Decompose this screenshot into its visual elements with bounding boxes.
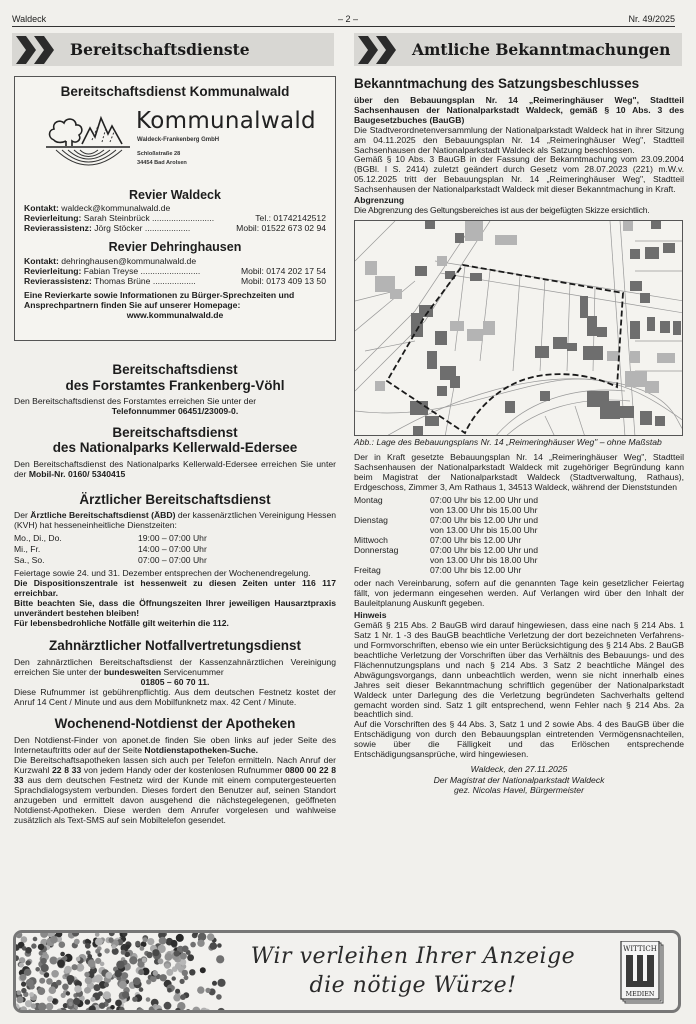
signature-block [354,764,684,795]
peppercorn [37,987,45,995]
peppercorn [104,982,109,987]
peppercorn [72,964,78,970]
peppercorn [104,948,109,953]
office-hours [354,496,684,576]
peppercorn [66,991,70,995]
peppercorn [216,994,222,1000]
schedule-time: 19:00 – 07:00 Uhr [138,533,207,544]
peppercorn [46,1003,54,1011]
peppercorn [182,946,189,953]
peppercorn [200,967,206,973]
title-line: des Forstamtes Frankenberg-Vöhl [65,377,285,393]
zahnaerztlich-section [14,638,336,707]
text: Servicenummer [163,666,224,677]
weekday: Freitag [354,564,381,575]
abgrenzung-text: Die Abgrenzung des Geltungsbereiches ist aus der beigefügten Skizze ersichtlich. [354,205,650,216]
banner-title: Bereitschaftsdienste [70,39,250,59]
peppercorn [190,942,196,948]
peppercorn [57,960,65,968]
notfall-text: Für lebensbedrohliche Notfälle gilt weiterhin die 112. [14,618,229,629]
text-bold: Ärztliche Bereitschaftsdienst (ÄBD) [30,510,176,521]
forstamt-phone: Telefonnummer 06451/23009-0. [111,406,239,416]
peppercorn [40,933,48,938]
address-street: Schloßstraße 28 [137,150,181,157]
zahnaerztlich-text [14,658,336,678]
peppercorn [180,953,187,960]
peppercorn [172,976,176,980]
bekanntmachung-p2: Gemäß § 10 Abs. 3 BauGB in der Fassung der Bekanntmachung vom 23.09.2004 (BGBl. I S. 2414) zuletzt geändert durch Gesetz vom 28.07.2023 (221) m.W.v. 05.12.2025 tritt der Bebauungsplan Nr. 14 „Reimeringhäuser Weg", Stadtteil Sachsenhausen der Nationalparkstadt Waldeck mit dieser Bekanntmachung in Kraft. [354,154,684,195]
peppercorn [73,998,80,1005]
schedule-days: Mi., Fr. [14,544,41,555]
schedule-days: Mo., Di., Do. [14,533,62,544]
section-banner-amtliche-bekanntmachungen [354,33,682,66]
peppercorn [74,939,80,945]
text: Die Bereitschaftsapotheken lassen sich auch per Telefon ermitteln. Nach Anruf der Kurzwahl [14,754,336,775]
peppercorn [122,991,129,998]
address-city: 34454 Bad Arolsen [137,159,187,166]
contact-row [24,224,326,234]
advertisement-banner[interactable] [13,930,681,1013]
bekanntmachung-subtitle: über den Bebauungsplan Nr. 14 „Reimeringhäuser Weg", Stadtteil Sachsenhausen der Nationalparkstadt Waldeck, gemäß § 10 Abs. 3 des Baugesetzbuches (BauGB) [354,94,684,125]
peppercorn [21,988,26,993]
peppercorn [25,947,32,954]
peppercorn [41,958,47,964]
peppercorn [160,974,167,981]
peppercorn [31,1003,36,1008]
phone: Tel.: 01742142512 [255,213,326,224]
header-town: Waldeck [12,14,47,24]
peppercorn [85,943,91,949]
peppercorn [84,987,91,994]
text: der kassenärztlichen Vereinigung Hessen (KVH) hat hesseneinheitliche Dienstzeiten: [14,510,337,531]
logo-bottom-text: MEDIEN [625,991,655,998]
peppercorn [166,969,173,976]
wittich-medien-logo [620,941,666,1005]
peppercorn [90,997,95,1002]
apotheken-section [14,716,336,825]
person-name: Fabian Treyse ......................... [83,265,201,276]
hours: von 13.00 Uhr bis 18.00 Uhr [430,554,538,565]
phone: Mobil-Nr. 0160/ 5340415 [28,468,126,479]
peppercorn [173,994,181,1002]
text-bold: 22 8 33 [52,764,82,775]
peppercorn [165,963,171,969]
peppercorn [39,978,45,984]
peppercorn [182,970,188,976]
title-line: des Nationalparks Kellerwald-Edersee [52,440,298,456]
text: Den Bereitschaftsdienst des Nationalparks Kellerwald-Edersee erreichen Sie unter der [14,459,336,479]
peppercorn [132,997,137,1002]
hours: 07:00 Uhr bis 12.00 Uhr und [430,544,538,555]
peppercorn [180,994,186,1000]
peppercorn [129,956,137,964]
hours: 07:00 Uhr bis 12.00 Uhr [430,564,522,575]
person-name: Jörg Stöcker ................... [94,223,191,234]
apotheken-p1 [14,736,336,756]
peppercorn [76,957,81,962]
peppercorn [29,992,34,997]
schedule-time: 07:00 – 07:00 Uhr [138,555,207,566]
peppercorn [16,955,19,961]
peppercorn [59,941,66,948]
peppercorn [139,987,144,992]
text: Den Notdienst-Finder von aponet.de finden Sie oben links auf jeder Seite des Internetauftritts oder auf der Seite [14,734,336,755]
label: Revierassistenz: [24,223,92,234]
contact-row [24,277,326,287]
logo-subtitle: Waldeck-Frankenberg GmbH [137,136,220,143]
weekday: Dienstag [354,515,388,526]
logo-name: Kommunalwald [136,107,316,134]
nationalpark-title [14,425,336,456]
peppercorn [27,1009,32,1013]
left-column [14,76,336,826]
bekanntmachung-title: Bekanntmachung des Satzungsbeschlusses [354,76,640,91]
peppercorn [20,1006,27,1013]
hours: 07:00 Uhr bis 12.00 Uhr [430,535,522,545]
hinweis-p1: Gemäß § 215 Abs. 2 BauGB wird darauf hingewiesen, dass eine nach § 214 Abs. 1 Satz 1 Nr. 1 -3 des BauGB beachtliche Verletzung der dort bezeichneten Verfahrens- und Formvorschriften, ebenso wie ein unter Berücksichtigung des § 214 Abs. 2 BauGB beachtliche Verletzung der Vorschriften über das Verhältnis des Bebauungs- und des Flächennutzungsplans und nach § 214 Abs. 3 Satz 2 beachtliche Mängel des Abwägungsvorgangs, dann unbeachtlich werden, wenn sie nicht innerhalb eines Jahres seit dieser Bekanntmachung schriftlich gegenüber der Nationalparkstadt Waldeck unter Darlegung des die Verletzung begründeten Sachverhalts geltend gemacht worden sind. Satz 1 gilt entsprechend, wenn Fehler nach § 214 Abs. 2a beachtlich sind. [354,619,684,720]
label: Revierassistenz: [24,275,92,286]
info-line: Eine Revierkarte sowie Informationen zu Bürger-Sprechzeiten und [24,290,295,301]
feiertage-text: Feiertage sowie 24. und 31. Dezember entsprechen der Wochenendregelung. [14,568,311,579]
hausarzt-text: Bitte beachten Sie, dass die Öffnungszeiten Ihrer jeweiligen Hausarztpraxis unverändert bestehen bleiben! [14,598,336,619]
text-bold: bundesweiten [103,666,162,677]
info-line: Ansprechpartnern finden Sie auf unserer Homepage: [24,300,241,311]
peppercorn [88,959,96,967]
text: von jedem Handy oder der kostenlosen Rufnummer [83,764,283,775]
aerztlich-intro [14,511,336,531]
peppercorn [116,961,124,969]
hours: 07:00 Uhr bis 12.00 Uhr und [430,495,538,506]
label: Revierleitung: [24,213,82,224]
peppercorn [180,979,185,984]
peppercorn [109,938,114,943]
peppercorn [135,941,140,946]
peppercorn [216,955,224,963]
hinweis-p2: Auf die Vorschriften des § 44 Abs. 3, Satz 1 und 2 sowie Abs. 4 des BauGB über die Entschädigung von durch den Bebauungsplan eintretenden Vermögensnachteilen, sowie über die Fälligkeit und das Erlöschen entsprechende Entschädigungsansprüche, wird hingewiesen. [354,719,684,760]
peppercorn [85,999,91,1005]
peppercorn [197,940,204,947]
zahnaerztlich-cost: Diese Rufnummer ist gebührenpflichtig. Aus dem deutschen Festnetz kostet der Anruf 14 Cent / Minute und aus dem Mobilfunknetz max. 42 Cent / Minute. [14,686,336,707]
peppercorn [165,953,173,961]
peppercorn [174,950,180,956]
peppercorn [164,1002,172,1010]
site-plan-map [354,220,683,436]
nationalpark-section [14,425,336,480]
peppercorn [217,979,225,987]
weekday: Mittwoch [354,535,388,545]
abgrenzung-title: Abgrenzung [354,195,405,206]
revier-waldeck-title: Revier Waldeck [129,187,221,202]
slogan-line: Wir verleihen Ihrer Anzeige [250,944,576,969]
peppercorn [33,937,38,942]
peppercorn [99,1003,105,1009]
header-page-number: – 2 – [338,14,359,24]
page-header [12,13,675,27]
peppercorn [112,948,119,955]
peppercorn [50,957,58,965]
peppercorn [115,1000,122,1007]
logo-address [137,150,187,168]
phone: Mobil: 0173 409 13 50 [240,275,326,286]
peppercorn [192,1007,200,1013]
text: Der [14,510,28,521]
email-link[interactable]: dehringhausen@kommunalwald.de [61,255,197,266]
peppercorn [50,936,58,944]
bekanntmachung-p1: Die Stadtverordnetenversammlung der Nationalparkstadt Waldeck hat in ihrer Sitzung am 04.11.2025 den Bebauungsplan Nr. 14 „Reimeringhäuser Weg", Stadtteil Sachsenhausen der Nationalparkstadt Waldeck als Satzung beschlossen. [354,124,684,155]
text-bold: Notdienstapotheken-Suche. [144,744,259,755]
peppercorn [175,989,180,994]
peppercorn [68,1002,73,1007]
peppercorn [121,972,128,979]
banner-title: Amtliche Bekanntmachungen [412,39,671,59]
peppercorn [84,972,89,977]
peppercorn [60,952,65,957]
map-sketch [355,221,683,436]
sign-date: Waldeck, den 27.11.2025 [470,764,568,775]
peppercorn [38,944,44,950]
peppercorn [21,982,26,987]
peppercorns-image [16,933,226,1013]
peppercorn [26,960,31,965]
peppercorn [19,963,24,968]
kommunalwald-title: Bereitschaftsdienst Kommunalwald [60,84,290,99]
sign-name: gez. Nicolas Havel, Bürgermeister [454,784,584,795]
peppercorn [152,949,159,956]
peppercorn [217,943,222,948]
phone: Mobil: 0174 202 17 54 [240,265,326,276]
peppercorn [141,1010,146,1013]
peppercorn [35,967,40,972]
nationalpark-text [14,460,336,480]
revier-dehringhausen-title: Revier Dehringhausen [108,240,242,255]
peppercorn [143,937,148,942]
peppercorn [119,981,127,989]
peppercorn [142,958,147,963]
peppercorn [74,985,82,993]
email-link[interactable]: waldeck@kommunalwald.de [61,203,171,214]
peppercorn [63,956,68,961]
peppercorn [155,1005,162,1012]
peppercorn [171,940,178,947]
peppercorn [200,1008,208,1013]
label: Kontakt: [24,255,59,266]
aerztlich-schedule [14,534,336,566]
header-issue: Nr. 49/2025 [628,14,675,24]
peppercorn [133,977,141,985]
schedule-days: Sa., So. [14,555,45,566]
peppercorn [62,984,69,991]
peppercorn [140,946,145,951]
peppercorn [137,1007,143,1013]
peppercorn [207,933,214,940]
peppercorn [95,949,100,954]
phone: 01805 – 60 70 11 [140,676,208,687]
peppercorn [105,972,112,979]
peppercorn [146,997,151,1002]
peppercorn [153,971,158,976]
peppercorn [185,1009,191,1013]
peppercorn [100,962,105,967]
zahnaerztlich-title: Zahnärztlicher Notfallvertretungsdienst [48,638,302,654]
aerztlich-section [14,492,336,629]
peppercorn [205,988,210,993]
homepage-link[interactable]: www.kommunalwald.de [126,310,224,321]
peppercorn [119,1007,125,1013]
schedule-time: 14:00 – 07:00 Uhr [138,544,207,555]
forstamt-title [14,362,336,393]
peppercorn [184,975,189,980]
zahnaerztlich-phone: 01805 – 60 70 11. [140,676,210,687]
bekanntmachung-p3: Der in Kraft gesetzte Bebauungsplan Nr. 14 „Reimeringhäuser Weg", Stadtteil Sachsenhausen der Nationalparkstadt Waldeck mit zugehöriger Begründung kann beim Magistrat der Nationalparkstadt Waldeck (Stadtverwaltung, Rathaus), Erdgeschoss, Zimmer 3, Am Rathaus 1, 34513 Waldeck, während der Dienststunden [354,452,684,493]
peppercorn [17,990,22,995]
hinweis-title: Hinweis [354,609,387,620]
peppercorn [95,938,103,946]
section-banner-bereitschaftsdienste [12,33,334,66]
double-chevron-icon [356,36,402,64]
weekday: Donnerstag [354,544,399,555]
peppercorn [26,979,34,987]
peppercorn [46,978,53,985]
peppercorn [147,938,154,945]
forstamt-section [14,362,336,417]
apotheken-p2 [14,756,336,826]
logo-top-text: WITTICH [623,945,657,953]
sign-org: Der Magistrat der Nationalparkstadt Waldeck [433,774,605,785]
peppercorn [49,986,57,994]
peppercorn [67,975,75,983]
peppercorn [87,954,92,959]
map-caption: Abb.: Lage des Bebauungsplans Nr. 14 „Reimeringhäuser Weg" – ohne Maßstab [354,437,662,448]
peppercorn [121,950,126,955]
peppercorn [59,1008,67,1013]
peppercorn [197,986,204,993]
peppercorn [24,969,31,976]
aerztlich-title: Ärztlicher Bereitschaftsdienst [79,491,271,507]
peppercorn [85,977,92,984]
person-name: Thomas Brüne .................. [94,275,196,286]
peppercorn [64,966,72,974]
peppercorn [138,969,144,975]
peppercorn [51,970,59,978]
kommunalwald-box [14,76,336,341]
peppercorn [167,988,172,993]
peppercorn [176,934,184,942]
peppercorn [109,933,115,936]
peppercorn [112,944,117,949]
peppercorn [146,952,152,958]
text: Den zahnärztlichen Bereitschaftsdienst der Kassenzahnärztlichen Vereinigung erreichen Sie unter der [14,656,336,677]
apotheken-title: Wochenend-Notdienst der Apotheken [54,716,296,732]
tree-logo-icon [46,110,134,172]
kommunalwald-logo [24,104,326,182]
title-line: Bereitschaftsdienst [112,362,238,377]
peppercorn [31,943,36,948]
peppercorn [94,984,101,991]
dispo-text: Die Dispositionszentrale ist hessenweit zu diesen Zeiten unter 116 117 erreichbar. [14,578,336,599]
peppercorn [56,980,62,986]
kommunalwald-info [24,291,326,321]
peppercorn [95,933,100,937]
peppercorn [38,1003,46,1011]
peppercorn [103,991,111,999]
title-line: Bereitschaftsdienst [112,424,238,440]
hours: von 13.00 Uhr bis 15.00 Uhr [430,525,538,536]
hours: von 13.00 Uhr bis 15.00 Uhr [430,505,538,516]
peppercorn [148,1010,155,1013]
forstamt-text: Den Bereitschaftsdienst des Forstamtes erreichen Sie unter der [14,396,257,407]
peppercorn [210,942,218,950]
peppercorn [189,969,195,975]
weekday: Montag [354,495,383,506]
peppercorn [61,993,66,998]
right-column [354,76,684,795]
slogan-line: die nötige Würze! [309,972,517,998]
peppercorn [41,964,49,972]
label: Revierleitung: [24,265,82,276]
text: aus dem deutschen Festnetz wird der Kunde mit einem computergesteuerten Sprachdialogsystem verbunden. Dieses fordert den Benutzer auf, seinen Standort anzugeben und ermittelt davon ausgehend die nächstegelegenen, geöffneten Notdienst-Apotheken. Diese werden dem Anrufer vorgelesen und wahlweise zusätzlich als Text-SMS auf sein Mobiltelefon gesendet. [14,774,336,825]
phone: Mobil: 01522 673 02 94 [236,223,326,234]
peppercorn [158,958,164,964]
peppercorn [187,954,194,961]
peppercorn [126,945,131,950]
peppercorn [17,996,24,1003]
bekanntmachung-p4: oder nach Vereinbarung, sofern auf die genannten Tage kein gesetzlicher Feiertag fällt, von jedermann eingesehen werden. Auf Verlangen wird über den Inhalt der Bauleitplanung Auskunft gegeben. [354,577,684,608]
person-name: Sarah Steinbrück .......................... [83,213,215,224]
peppercorn [146,979,151,984]
hours: 07:00 Uhr bis 12.00 Uhr und [430,515,538,526]
peppercorn [212,981,217,986]
text-bold: 0800 00 22 8 33 [14,764,337,785]
peppercorn [89,1005,96,1012]
peppercorn [175,1008,180,1013]
peppercorn [115,970,122,977]
peppercorn [217,1008,225,1013]
double-chevron-icon [14,36,60,64]
label: Kontakt: [24,203,59,214]
peppercorn [47,996,53,1002]
peppercorn [159,937,167,945]
ad-slogan [248,943,578,1000]
